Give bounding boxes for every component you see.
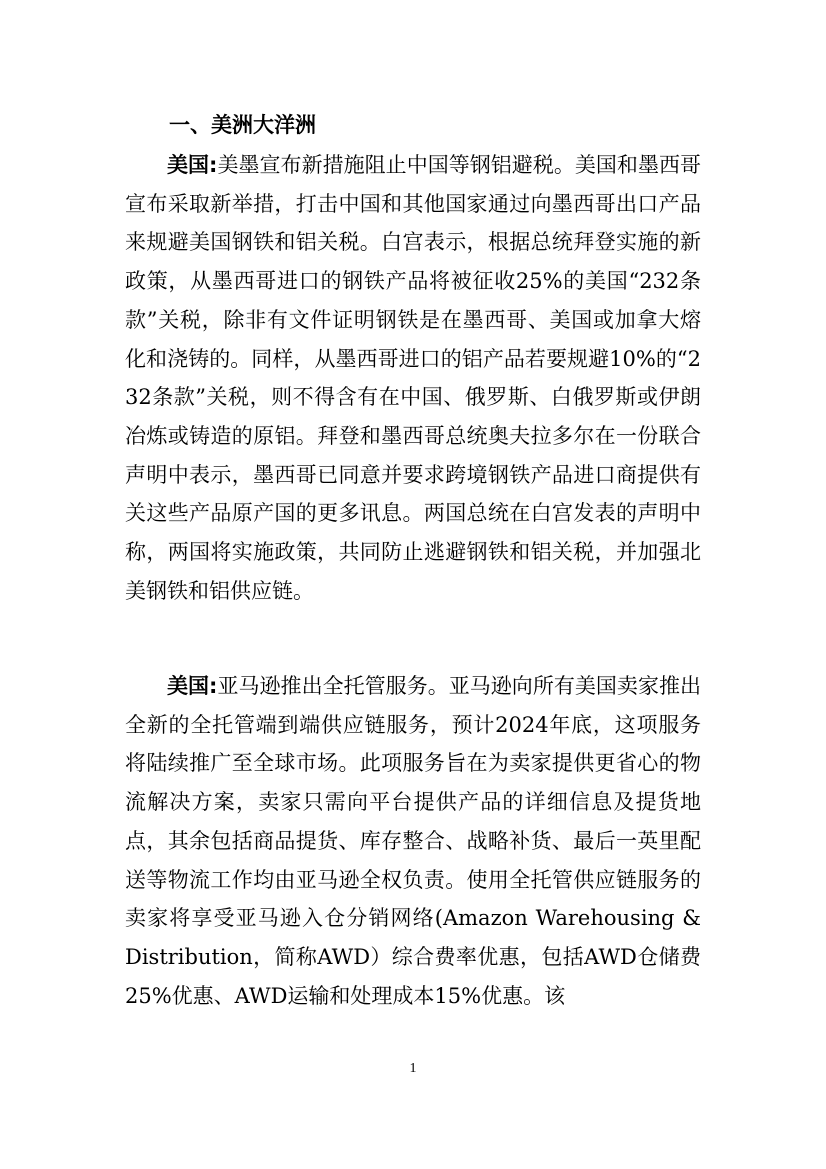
paragraph-label: 美国:	[167, 153, 218, 177]
paragraph-text: 美墨宣布新措施阻止中国等钢铝避税。美国和墨西哥宣布采取新举措，打击中国和其他国家通过向墨西哥出口产品来规避美国钢铁和铝关税。白宫表示，根据总统拜登实施的新政策，从墨西哥进口的钢铁产品将被征收25%的美国“232条款”关税，除非有文件证明钢铁是在墨西哥、美国或加拿大熔化和浇铸的。同样，从墨西哥进口的铝产品若要规避10%的“232条款”关税，则不得含有在中国、俄罗斯、白俄罗斯或伊朗冶炼或铸造的原铝。拜登和墨西哥总统奥夫拉多尔在一份联合声明中表示，墨西哥已同意并要求跨境钢铁产品进口商提供有关这些产品原产国的更多讯息。两国总统在白宫发表的声明中称，两国将实施政策，共同防止逃避钢铁和铝关税，并加强北美钢铁和铝供应链。	[125, 153, 701, 603]
paragraph-text: 亚马逊推出全托管服务。亚马逊向所有美国卖家推出全新的全托管端到端供应链服务，预计2024年底，这项服务将陆续推广至全球市场。此项服务旨在为卖家提供更省心的物流解决方案，卖家只需向平台提供产品的详细信息及提货地点，其余包括商品提货、库存整合、战略补货、最后一英里配送等物流工作均由亚马逊全权负责。使用全托管供应链服务的卖家将享受亚马逊入仓分销网络(Amazon Warehousing & Distribution，简称AWD）综合费率优惠，包括AWD仓储费25%优惠、AWD运输和处理成本15%优惠。该	[125, 674, 701, 1008]
paragraph-label: 美国:	[167, 674, 218, 698]
paragraph-us-mexico-steel	[125, 146, 701, 610]
section-heading: 一、美洲大洋洲	[169, 113, 316, 137]
paragraph-amazon-service	[125, 667, 701, 1015]
page-number: 1	[409, 1061, 417, 1076]
